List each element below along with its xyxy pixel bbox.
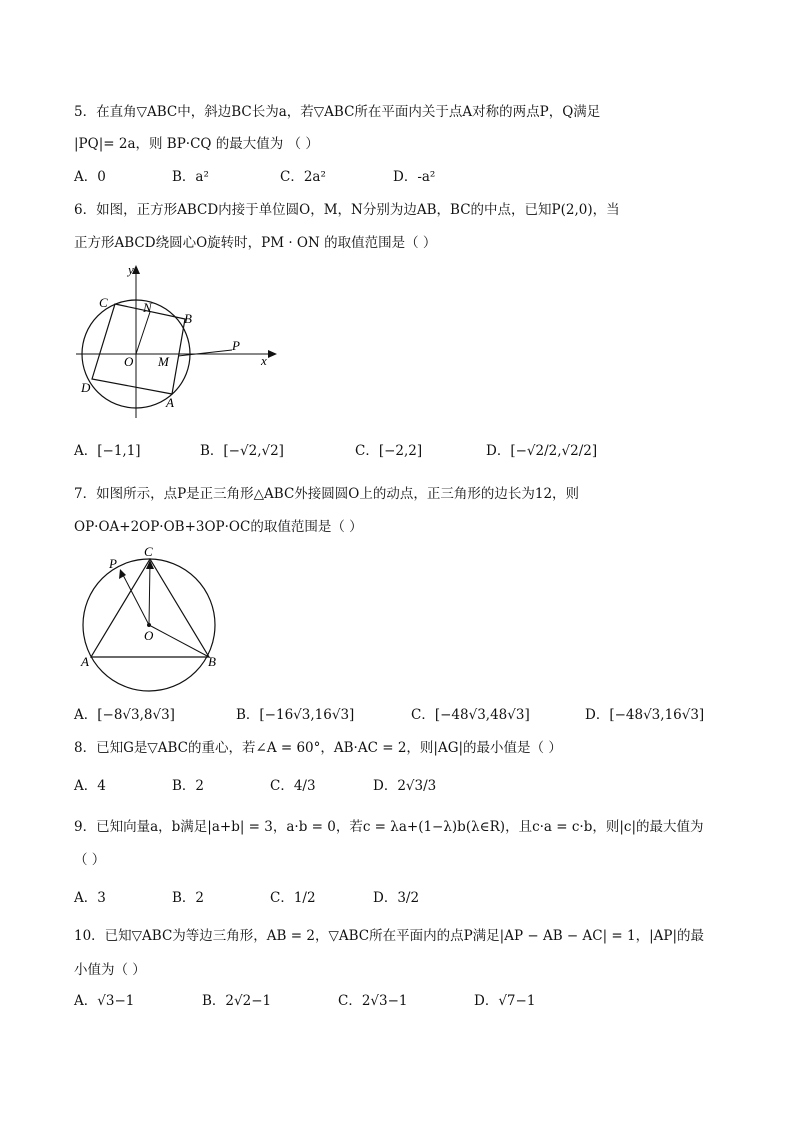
q6-option-d: D．[−√2/2,√2/2] xyxy=(486,443,598,459)
q10-option-d: D．√7−1 xyxy=(474,993,536,1009)
q10-option-a: A．√3−1 xyxy=(74,993,135,1009)
q6-square xyxy=(92,304,185,394)
q6-option-c: C．[−2,2] xyxy=(355,443,423,459)
q6-stem-line2: 正方形ABCD绕圆心O旋转时，PM · ON 的取值范围是（ ） xyxy=(74,235,437,251)
q6-label-p: P xyxy=(232,338,240,353)
q9-stem-line1: 9．已知向量a，b满足|a+b| = 3，a·b = 0，若c = λa+(1−λ)b(λ∈R)，且c·a = c·b，则|c|的最大值为 xyxy=(74,819,704,835)
q9-option-c: C．1/2 xyxy=(270,890,316,906)
q8-option-b: B．2 xyxy=(172,778,205,794)
q7-label-c: C xyxy=(144,544,153,559)
q6-label-m: M xyxy=(158,354,169,369)
q8-option-c: C．4/3 xyxy=(270,778,316,794)
q6-segment-pm xyxy=(178,350,232,356)
q8-option-d: D．2√3/3 xyxy=(373,778,437,794)
q10-stem-line1: 10．已知▽ABC为等边三角形，AB = 2，▽ABC所在平面内的点P满足|AP − AB − AC| = 1，|AP|的最 xyxy=(74,928,705,944)
q5-option-c: C．2a² xyxy=(280,169,326,185)
q7-label-p: P xyxy=(109,556,117,571)
q7-arrow-op-icon xyxy=(119,569,126,579)
q6-label-y: y xyxy=(128,262,134,277)
q6-label-n: N xyxy=(143,300,152,315)
q5-stem-line2: |PQ|= 2a，则 BP·CQ 的最大值为 （ ） xyxy=(74,136,319,152)
q5-option-b: B．a² xyxy=(172,169,209,185)
q7-label-o: O xyxy=(144,628,154,643)
q6-label-d: D xyxy=(81,380,91,395)
q6-option-a: A．[−1,1] xyxy=(74,443,141,459)
q6-label-o: O xyxy=(124,354,134,369)
q7-label-b: B xyxy=(208,654,216,669)
q6-figure xyxy=(72,262,282,422)
q6-label-c: C xyxy=(99,295,108,310)
q7-label-a: A xyxy=(81,654,89,669)
q7-option-b: B．[−16√3,16√3] xyxy=(236,707,355,723)
q6-option-b: B．[−√2,√2] xyxy=(200,443,284,459)
q10-option-c: C．2√3−1 xyxy=(338,993,408,1009)
q7-center-point xyxy=(147,623,151,627)
q6-label-a: A xyxy=(166,395,174,410)
q9-option-b: B．2 xyxy=(172,890,205,906)
q5-option-d: D．-a² xyxy=(393,169,436,185)
q9-option-a: A．3 xyxy=(74,890,106,906)
q6-x-arrow-icon xyxy=(268,350,277,358)
q9-stem-line2: （ ） xyxy=(74,852,106,868)
q9-option-d: D．3/2 xyxy=(373,890,420,906)
q7-figure xyxy=(76,542,226,692)
q7-option-a: A．[−8√3,8√3] xyxy=(74,707,175,723)
q8-stem-line1: 8．已知G是▽ABC的重心，若∠A = 60°，AB·AC = 2，则|AG|的最小值是（ ） xyxy=(74,740,562,756)
q10-option-b: B．2√2−1 xyxy=(202,993,272,1009)
q6-label-x: x xyxy=(261,353,267,368)
q6-segment-on xyxy=(136,312,150,354)
q7-stem-line1: 7．如图所示，点P是正三角形△ABC外接圆圆O上的动点，正三角形的边长为12，则 xyxy=(74,486,580,502)
q7-option-c: C．[−48√3,48√3] xyxy=(411,707,530,723)
q5-stem-line1: 5．在直角▽ABC中，斜边BC长为a，若▽ABC所在平面内关于点A对称的两点P，Q满足 xyxy=(74,104,601,120)
q7-option-d: D．[−48√3,16√3] xyxy=(585,707,705,723)
q5-option-a: A．0 xyxy=(74,169,106,185)
q7-stem-line2: OP·OA+2OP·OB+3OP·OC的取值范围是（ ） xyxy=(74,519,363,535)
q10-stem-line2: 小值为（ ） xyxy=(74,962,146,978)
q6-stem-line1: 6．如图，正方形ABCD内接于单位圆O，M，N分别为边AB，BC的中点，已知P(2,0)，当 xyxy=(74,202,620,218)
q6-label-b: B xyxy=(184,311,192,326)
q8-option-a: A．4 xyxy=(74,778,106,794)
q7-segment-oc xyxy=(149,562,150,625)
